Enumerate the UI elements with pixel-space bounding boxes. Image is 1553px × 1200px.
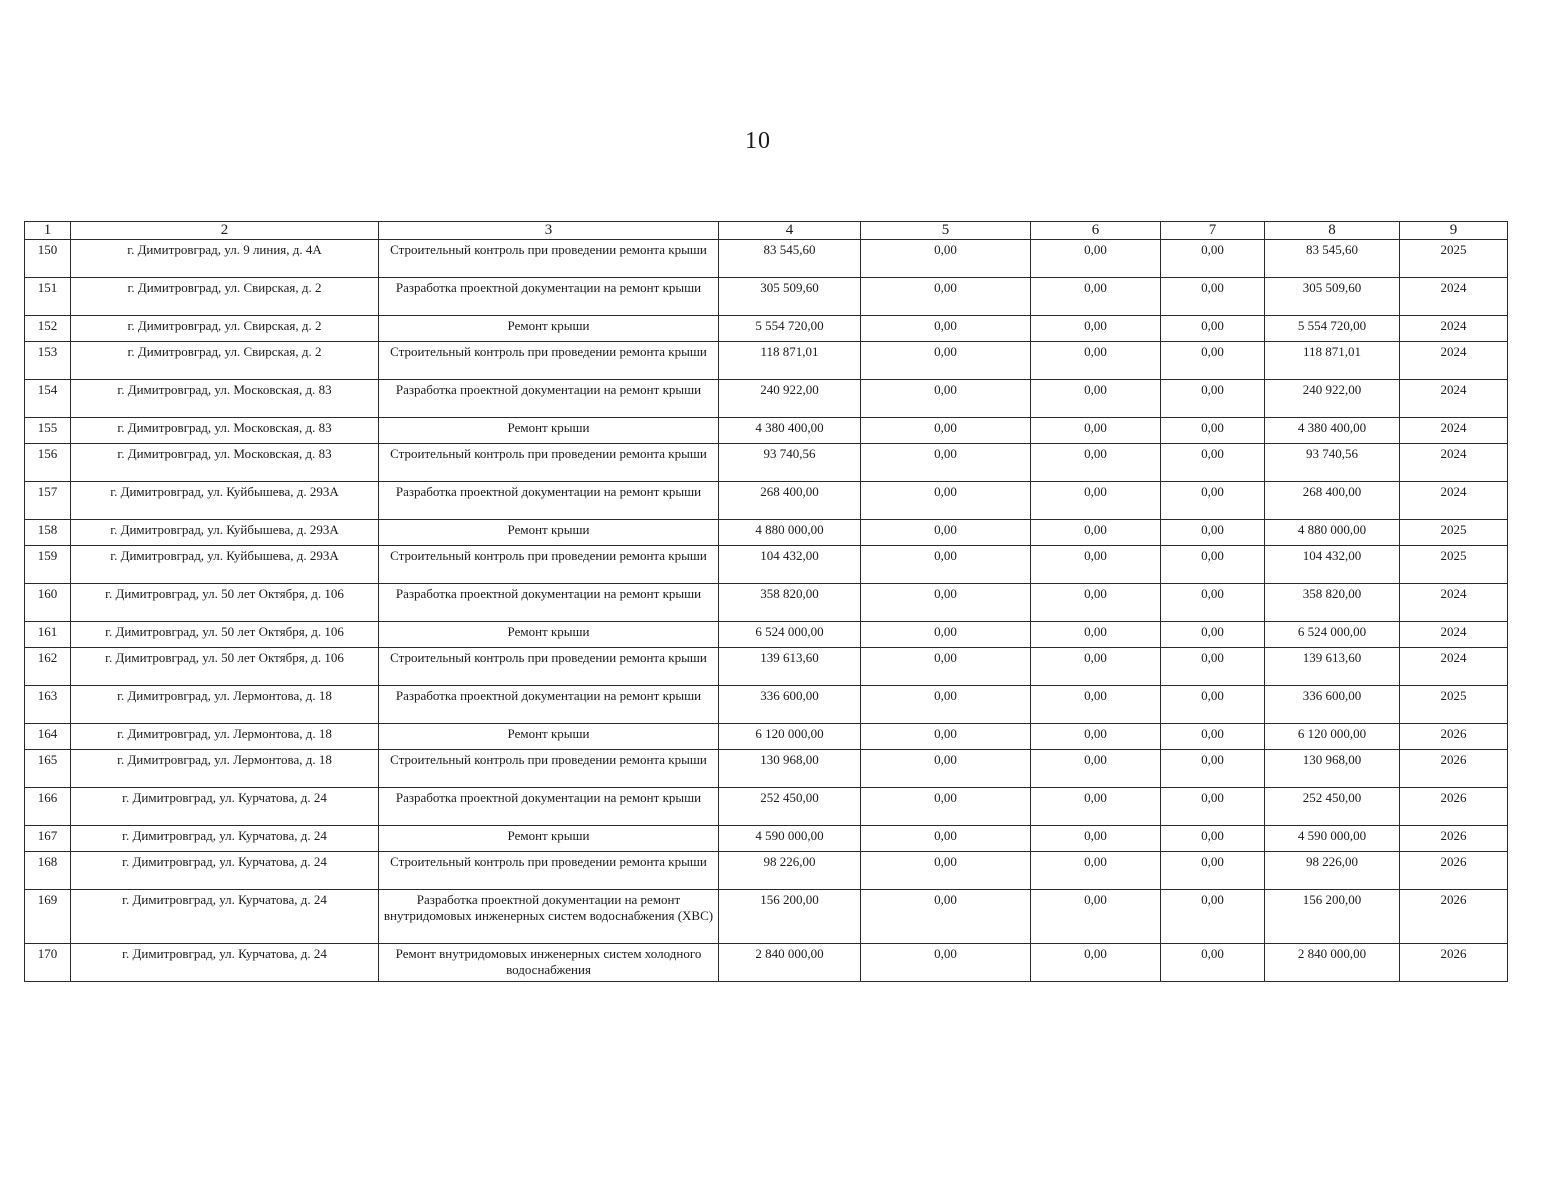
column-header: 2 — [71, 222, 379, 240]
address-cell: г. Димитровград, ул. Курчатова, д. 24 — [71, 826, 379, 852]
row-number-cell: 155 — [25, 418, 71, 444]
year-cell: 2026 — [1400, 750, 1508, 788]
address-cell: г. Димитровград, ул. Куйбышева, д. 293А — [71, 520, 379, 546]
column-header: 4 — [719, 222, 861, 240]
row-number-cell: 154 — [25, 380, 71, 418]
address-cell: г. Димитровград, ул. Курчатова, д. 24 — [71, 944, 379, 982]
amount-col7-cell: 0,00 — [1161, 418, 1265, 444]
amount-col8-cell: 6 524 000,00 — [1265, 622, 1400, 648]
address-cell: г. Димитровград, ул. Свирская, д. 2 — [71, 342, 379, 380]
amount-col5-cell: 0,00 — [861, 686, 1031, 724]
amount-col7-cell: 0,00 — [1161, 584, 1265, 622]
table-row — [25, 520, 1508, 546]
year-cell: 2026 — [1400, 724, 1508, 750]
amount-col6-cell: 0,00 — [1031, 418, 1161, 444]
column-header: 6 — [1031, 222, 1161, 240]
amount-col8-cell: 118 871,01 — [1265, 342, 1400, 380]
amount-col7-cell: 0,00 — [1161, 316, 1265, 342]
column-number-row — [25, 222, 1508, 240]
table-row — [25, 724, 1508, 750]
amount-col6-cell: 0,00 — [1031, 724, 1161, 750]
work-type-cell: Разработка проектной документации на ремонт крыши — [379, 380, 719, 418]
amount-col8-cell: 4 380 400,00 — [1265, 418, 1400, 444]
year-cell: 2026 — [1400, 852, 1508, 890]
work-type-cell: Разработка проектной документации на ремонт крыши — [379, 686, 719, 724]
row-number-cell: 157 — [25, 482, 71, 520]
address-cell: г. Димитровград, ул. Свирская, д. 2 — [71, 278, 379, 316]
capital-repair-table — [24, 221, 1508, 982]
work-type-cell: Разработка проектной документации на ремонт крыши — [379, 278, 719, 316]
column-header: 5 — [861, 222, 1031, 240]
address-cell: г. Димитровград, ул. Курчатова, д. 24 — [71, 788, 379, 826]
amount-col6-cell: 0,00 — [1031, 240, 1161, 278]
address-cell: г. Димитровград, ул. 50 лет Октября, д. 106 — [71, 622, 379, 648]
amount-total-cell: 5 554 720,00 — [719, 316, 861, 342]
work-type-cell: Разработка проектной документации на ремонт крыши — [379, 584, 719, 622]
amount-col6-cell: 0,00 — [1031, 852, 1161, 890]
row-number-cell: 165 — [25, 750, 71, 788]
amount-col8-cell: 358 820,00 — [1265, 584, 1400, 622]
year-cell: 2024 — [1400, 380, 1508, 418]
work-type-cell: Ремонт внутридомовых инженерных систем холодного водоснабжения — [379, 944, 719, 982]
amount-col6-cell: 0,00 — [1031, 444, 1161, 482]
table-row — [25, 342, 1508, 380]
column-header: 9 — [1400, 222, 1508, 240]
year-cell: 2024 — [1400, 482, 1508, 520]
amount-col7-cell: 0,00 — [1161, 890, 1265, 944]
amount-col7-cell: 0,00 — [1161, 852, 1265, 890]
address-cell: г. Димитровград, ул. 50 лет Октября, д. 106 — [71, 584, 379, 622]
column-header: 3 — [379, 222, 719, 240]
work-type-cell: Строительный контроль при проведении ремонта крыши — [379, 546, 719, 584]
work-type-cell: Строительный контроль при проведении ремонта крыши — [379, 342, 719, 380]
row-number-cell: 162 — [25, 648, 71, 686]
work-type-cell: Строительный контроль при проведении ремонта крыши — [379, 750, 719, 788]
amount-col7-cell: 0,00 — [1161, 278, 1265, 316]
row-number-cell: 169 — [25, 890, 71, 944]
table-row — [25, 788, 1508, 826]
amount-total-cell: 2 840 000,00 — [719, 944, 861, 982]
amount-col8-cell: 5 554 720,00 — [1265, 316, 1400, 342]
row-number-cell: 166 — [25, 788, 71, 826]
amount-col8-cell: 4 880 000,00 — [1265, 520, 1400, 546]
year-cell: 2024 — [1400, 418, 1508, 444]
amount-total-cell: 4 880 000,00 — [719, 520, 861, 546]
amount-col6-cell: 0,00 — [1031, 546, 1161, 584]
address-cell: г. Димитровград, ул. Курчатова, д. 24 — [71, 890, 379, 944]
year-cell: 2025 — [1400, 240, 1508, 278]
amount-total-cell: 104 432,00 — [719, 546, 861, 584]
work-type-cell: Строительный контроль при проведении ремонта крыши — [379, 852, 719, 890]
amount-col6-cell: 0,00 — [1031, 622, 1161, 648]
amount-total-cell: 139 613,60 — [719, 648, 861, 686]
amount-col6-cell: 0,00 — [1031, 380, 1161, 418]
table-row — [25, 278, 1508, 316]
amount-total-cell: 156 200,00 — [719, 890, 861, 944]
amount-total-cell: 93 740,56 — [719, 444, 861, 482]
amount-col5-cell: 0,00 — [861, 482, 1031, 520]
amount-col8-cell: 83 545,60 — [1265, 240, 1400, 278]
table-row — [25, 444, 1508, 482]
year-cell: 2026 — [1400, 788, 1508, 826]
amount-col5-cell: 0,00 — [861, 316, 1031, 342]
amount-col5-cell: 0,00 — [861, 944, 1031, 982]
address-cell: г. Димитровград, ул. Лермонтова, д. 18 — [71, 724, 379, 750]
year-cell: 2024 — [1400, 342, 1508, 380]
amount-total-cell: 118 871,01 — [719, 342, 861, 380]
amount-col8-cell: 240 922,00 — [1265, 380, 1400, 418]
column-header: 7 — [1161, 222, 1265, 240]
year-cell: 2025 — [1400, 520, 1508, 546]
amount-col6-cell: 0,00 — [1031, 482, 1161, 520]
amount-col7-cell: 0,00 — [1161, 380, 1265, 418]
amount-col7-cell: 0,00 — [1161, 944, 1265, 982]
work-type-cell: Ремонт крыши — [379, 418, 719, 444]
amount-col5-cell: 0,00 — [861, 546, 1031, 584]
amount-total-cell: 4 590 000,00 — [719, 826, 861, 852]
address-cell: г. Димитровград, ул. Московская, д. 83 — [71, 380, 379, 418]
page-number: 10 — [745, 128, 771, 154]
amount-col7-cell: 0,00 — [1161, 240, 1265, 278]
table-row — [25, 944, 1508, 982]
work-type-cell: Ремонт крыши — [379, 622, 719, 648]
amount-total-cell: 336 600,00 — [719, 686, 861, 724]
work-type-cell: Ремонт крыши — [379, 724, 719, 750]
work-type-cell: Разработка проектной документации на ремонт внутридомовых инженерных систем водоснабжения (ХВС) — [379, 890, 719, 944]
row-number-cell: 163 — [25, 686, 71, 724]
work-type-cell: Строительный контроль при проведении ремонта крыши — [379, 444, 719, 482]
table-row — [25, 380, 1508, 418]
amount-col8-cell: 6 120 000,00 — [1265, 724, 1400, 750]
amount-total-cell: 305 509,60 — [719, 278, 861, 316]
year-cell: 2024 — [1400, 278, 1508, 316]
row-number-cell: 161 — [25, 622, 71, 648]
amount-col5-cell: 0,00 — [861, 890, 1031, 944]
year-cell: 2026 — [1400, 890, 1508, 944]
amount-col7-cell: 0,00 — [1161, 750, 1265, 788]
amount-col7-cell: 0,00 — [1161, 686, 1265, 724]
row-number-cell: 151 — [25, 278, 71, 316]
amount-col6-cell: 0,00 — [1031, 890, 1161, 944]
amount-col8-cell: 252 450,00 — [1265, 788, 1400, 826]
amount-col5-cell: 0,00 — [861, 520, 1031, 546]
amount-total-cell: 98 226,00 — [719, 852, 861, 890]
amount-col8-cell: 4 590 000,00 — [1265, 826, 1400, 852]
row-number-cell: 152 — [25, 316, 71, 342]
address-cell: г. Димитровград, ул. Куйбышева, д. 293А — [71, 546, 379, 584]
table-row — [25, 622, 1508, 648]
address-cell: г. Димитровград, ул. Лермонтова, д. 18 — [71, 750, 379, 788]
year-cell: 2025 — [1400, 686, 1508, 724]
amount-col6-cell: 0,00 — [1031, 342, 1161, 380]
amount-col5-cell: 0,00 — [861, 584, 1031, 622]
amount-col8-cell: 156 200,00 — [1265, 890, 1400, 944]
row-number-cell: 168 — [25, 852, 71, 890]
row-number-cell: 158 — [25, 520, 71, 546]
row-number-cell: 156 — [25, 444, 71, 482]
row-number-cell: 153 — [25, 342, 71, 380]
amount-col7-cell: 0,00 — [1161, 482, 1265, 520]
amount-col5-cell: 0,00 — [861, 240, 1031, 278]
amount-col8-cell: 98 226,00 — [1265, 852, 1400, 890]
amount-col5-cell: 0,00 — [861, 622, 1031, 648]
table-row — [25, 584, 1508, 622]
amount-total-cell: 6 120 000,00 — [719, 724, 861, 750]
year-cell: 2026 — [1400, 944, 1508, 982]
amount-col5-cell: 0,00 — [861, 852, 1031, 890]
amount-col6-cell: 0,00 — [1031, 788, 1161, 826]
amount-col8-cell: 93 740,56 — [1265, 444, 1400, 482]
table-row — [25, 750, 1508, 788]
year-cell: 2024 — [1400, 622, 1508, 648]
address-cell: г. Димитровград, ул. Свирская, д. 2 — [71, 316, 379, 342]
row-number-cell: 170 — [25, 944, 71, 982]
table-row — [25, 316, 1508, 342]
table-row — [25, 826, 1508, 852]
amount-col8-cell: 305 509,60 — [1265, 278, 1400, 316]
row-number-cell: 164 — [25, 724, 71, 750]
table-row — [25, 648, 1508, 686]
amount-col6-cell: 0,00 — [1031, 520, 1161, 546]
amount-col5-cell: 0,00 — [861, 380, 1031, 418]
year-cell: 2024 — [1400, 584, 1508, 622]
amount-total-cell: 4 380 400,00 — [719, 418, 861, 444]
year-cell: 2026 — [1400, 826, 1508, 852]
table-row — [25, 482, 1508, 520]
amount-total-cell: 252 450,00 — [719, 788, 861, 826]
work-type-cell: Разработка проектной документации на ремонт крыши — [379, 788, 719, 826]
amount-col8-cell: 2 840 000,00 — [1265, 944, 1400, 982]
year-cell: 2024 — [1400, 648, 1508, 686]
column-header: 1 — [25, 222, 71, 240]
amount-total-cell: 83 545,60 — [719, 240, 861, 278]
amount-col7-cell: 0,00 — [1161, 622, 1265, 648]
amount-col6-cell: 0,00 — [1031, 686, 1161, 724]
address-cell: г. Димитровград, ул. Московская, д. 83 — [71, 444, 379, 482]
amount-col8-cell: 139 613,60 — [1265, 648, 1400, 686]
amount-col6-cell: 0,00 — [1031, 826, 1161, 852]
amount-total-cell: 130 968,00 — [719, 750, 861, 788]
amount-total-cell: 268 400,00 — [719, 482, 861, 520]
year-cell: 2024 — [1400, 316, 1508, 342]
row-number-cell: 160 — [25, 584, 71, 622]
work-type-cell: Строительный контроль при проведении ремонта крыши — [379, 648, 719, 686]
amount-col8-cell: 336 600,00 — [1265, 686, 1400, 724]
address-cell: г. Димитровград, ул. Лермонтова, д. 18 — [71, 686, 379, 724]
work-type-cell: Ремонт крыши — [379, 520, 719, 546]
work-type-cell: Разработка проектной документации на ремонт крыши — [379, 482, 719, 520]
amount-total-cell: 240 922,00 — [719, 380, 861, 418]
amount-col5-cell: 0,00 — [861, 342, 1031, 380]
work-type-cell: Строительный контроль при проведении ремонта крыши — [379, 240, 719, 278]
amount-col7-cell: 0,00 — [1161, 520, 1265, 546]
table-row — [25, 418, 1508, 444]
amount-col7-cell: 0,00 — [1161, 788, 1265, 826]
row-number-cell: 167 — [25, 826, 71, 852]
amount-col8-cell: 104 432,00 — [1265, 546, 1400, 584]
address-cell: г. Димитровград, ул. 50 лет Октября, д. 106 — [71, 648, 379, 686]
amount-col7-cell: 0,00 — [1161, 648, 1265, 686]
amount-col7-cell: 0,00 — [1161, 444, 1265, 482]
table-row — [25, 890, 1508, 944]
amount-col5-cell: 0,00 — [861, 750, 1031, 788]
amount-col5-cell: 0,00 — [861, 826, 1031, 852]
work-type-cell: Ремонт крыши — [379, 826, 719, 852]
amount-col5-cell: 0,00 — [861, 648, 1031, 686]
amount-col7-cell: 0,00 — [1161, 826, 1265, 852]
address-cell: г. Димитровград, ул. Курчатова, д. 24 — [71, 852, 379, 890]
table-row — [25, 546, 1508, 584]
amount-col5-cell: 0,00 — [861, 788, 1031, 826]
amount-col8-cell: 268 400,00 — [1265, 482, 1400, 520]
amount-col6-cell: 0,00 — [1031, 278, 1161, 316]
amount-col5-cell: 0,00 — [861, 724, 1031, 750]
amount-col6-cell: 0,00 — [1031, 944, 1161, 982]
amount-col5-cell: 0,00 — [861, 418, 1031, 444]
row-number-cell: 159 — [25, 546, 71, 584]
amount-col5-cell: 0,00 — [861, 278, 1031, 316]
address-cell: г. Димитровград, ул. Московская, д. 83 — [71, 418, 379, 444]
amount-total-cell: 6 524 000,00 — [719, 622, 861, 648]
table-row — [25, 686, 1508, 724]
table-row — [25, 852, 1508, 890]
row-number-cell: 150 — [25, 240, 71, 278]
table-row — [25, 240, 1508, 278]
amount-col6-cell: 0,00 — [1031, 316, 1161, 342]
amount-col7-cell: 0,00 — [1161, 724, 1265, 750]
year-cell: 2025 — [1400, 546, 1508, 584]
amount-col5-cell: 0,00 — [861, 444, 1031, 482]
amount-total-cell: 358 820,00 — [719, 584, 861, 622]
amount-col7-cell: 0,00 — [1161, 342, 1265, 380]
year-cell: 2024 — [1400, 444, 1508, 482]
table-body — [25, 240, 1508, 982]
amount-col6-cell: 0,00 — [1031, 750, 1161, 788]
address-cell: г. Димитровград, ул. Куйбышева, д. 293А — [71, 482, 379, 520]
work-type-cell: Ремонт крыши — [379, 316, 719, 342]
amount-col7-cell: 0,00 — [1161, 546, 1265, 584]
amount-col8-cell: 130 968,00 — [1265, 750, 1400, 788]
amount-col6-cell: 0,00 — [1031, 648, 1161, 686]
column-header: 8 — [1265, 222, 1400, 240]
amount-col6-cell: 0,00 — [1031, 584, 1161, 622]
address-cell: г. Димитровград, ул. 9 линия, д. 4А — [71, 240, 379, 278]
